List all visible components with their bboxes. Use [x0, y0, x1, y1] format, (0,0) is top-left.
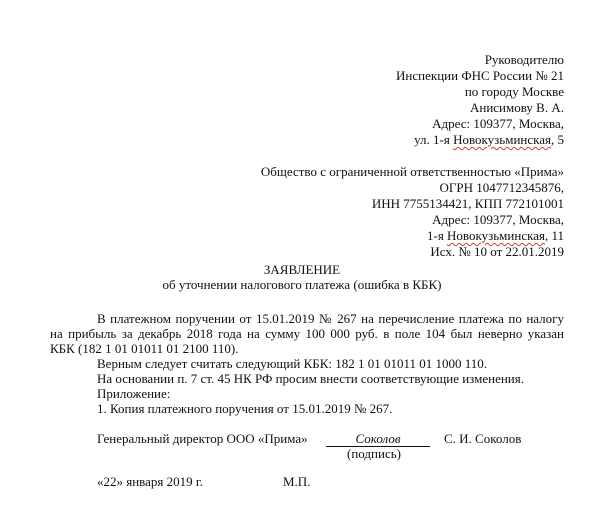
signature-underline	[326, 431, 430, 447]
sender-street-prefix: 1-я	[426, 228, 448, 243]
recipient-city: по городу Москве	[464, 84, 564, 99]
sender-outgoing-number: Исх. № 10 от 22.01.2019	[430, 244, 564, 259]
signatory-name: С. И. Соколов	[444, 431, 522, 446]
sender-street-name: Новокузьминская	[447, 228, 545, 243]
attachment-label: Приложение:	[97, 386, 171, 401]
document-subtitle: об уточнении налогового платежа (ошибка в КБК)	[162, 277, 442, 292]
attachment-item: 1. Копия платежного поручения от 15.01.2019 № 267.	[97, 401, 393, 416]
sender-inn-kpp: ИНН 7755134421, КПП 772101001	[371, 196, 564, 211]
recipient-street-name: Новокузьминская	[453, 132, 551, 147]
signature-caption: (подпись)	[347, 446, 401, 461]
recipient-title: Руководителю	[484, 52, 564, 67]
body-paragraph-1-line-2: на прибыль за декабрь 2018 года на сумму 100 000 руб. в поле 104 был неверно указан	[50, 326, 564, 341]
body-paragraph-2: Верным следует считать следующий КБК: 182 1 01 01011 01 1000 110.	[97, 356, 488, 371]
recipient-inspection: Инспекции ФНС России № 21	[396, 68, 564, 83]
signature-handwritten: Соколов	[355, 431, 401, 446]
recipient-address: Адрес: 109377, Москва,	[432, 116, 564, 131]
sender-street	[427, 228, 564, 243]
sender-street-suffix: , 11	[544, 228, 564, 243]
sender-address: Адрес: 109377, Москва,	[432, 212, 564, 227]
recipient-name: Анисимову В. А.	[469, 100, 564, 115]
body-paragraph-1-line-3: КБК (182 1 01 01011 01 2100 110).	[50, 341, 239, 356]
stamp-placeholder: М.П.	[283, 474, 311, 489]
body-paragraph-1-line-1: В платежном поручении от 15.01.2019 № 267 на перечисление платежа по налогу	[97, 311, 564, 326]
document-date: «22» января 2019 г.	[97, 474, 204, 489]
sender-ogrn: ОГРН 1047712345876,	[439, 180, 564, 195]
body-paragraph-3: На основании п. 7 ст. 45 НК РФ просим внести соответствующие изменения.	[97, 371, 524, 386]
recipient-street-prefix: ул. 1-я	[414, 132, 454, 147]
signature-line	[326, 431, 430, 447]
recipient-street-suffix: , 5	[551, 132, 564, 147]
recipient-street	[414, 132, 564, 147]
signatory-position: Генеральный директор ООО «Прима»	[97, 431, 308, 446]
sender-company: Общество с ограниченной ответственностью «Прима»	[260, 164, 564, 179]
document-title: ЗАЯВЛЕНИЕ	[263, 262, 341, 277]
